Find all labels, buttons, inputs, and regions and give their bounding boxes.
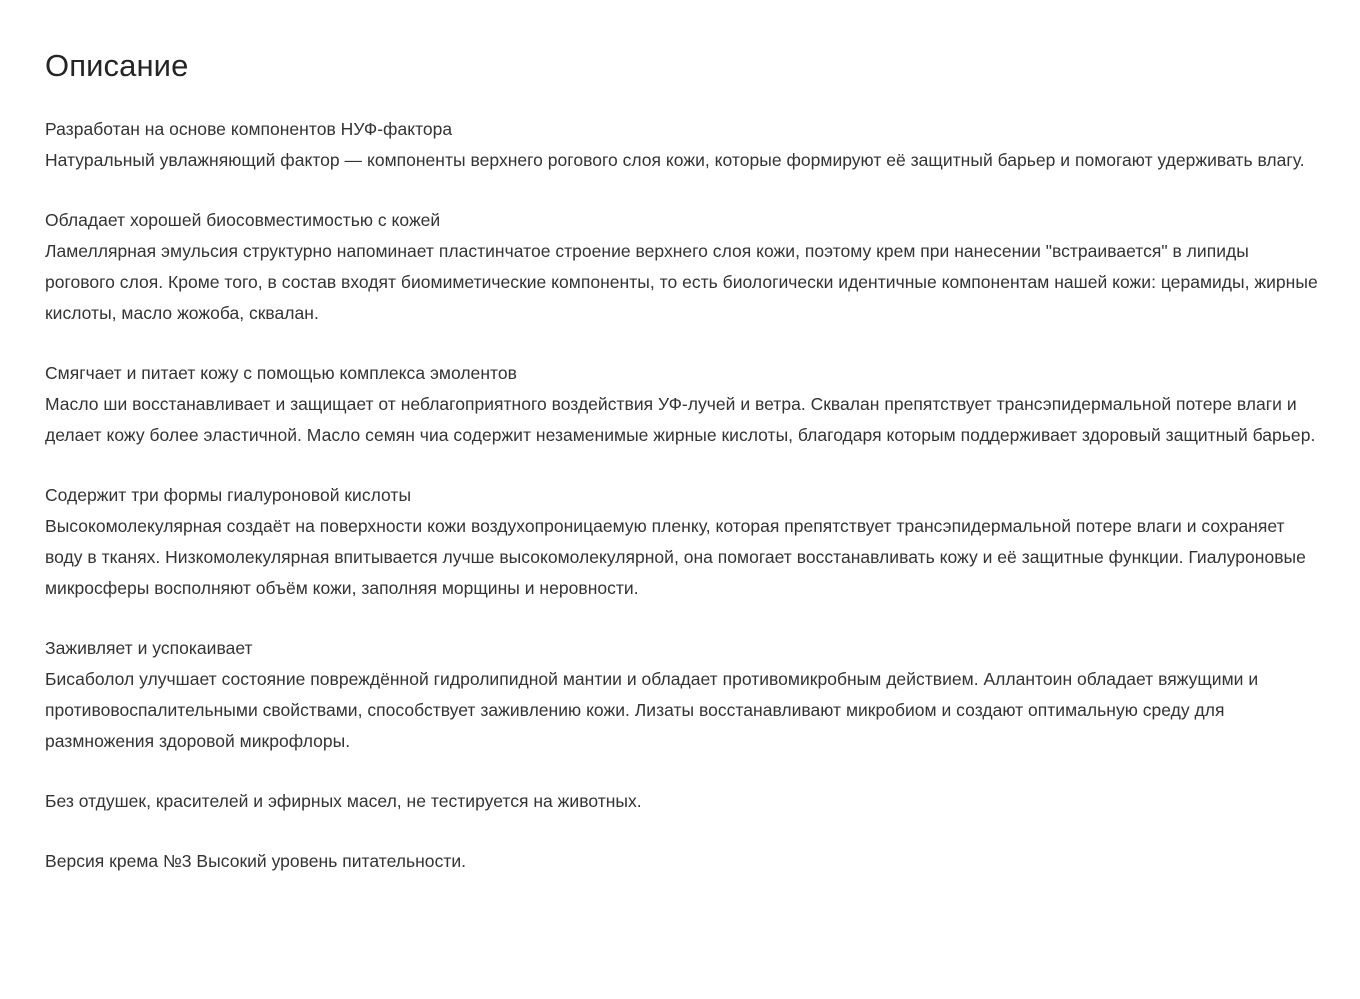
section-text: Бисаболол улучшает состояние повреждённой гидролипидной мантии и обладает противомикробным действием. Аллантоин обладает вяжущими и противовоспалительными свойствами, способствует заживлению кожи. Лизаты восстанавливают микробиом и создают оптимальную среду для размножения здоровой микрофлоры. <box>45 669 1259 751</box>
section-heading: Обладает хорошей биосовместимостью с кожей <box>45 210 441 230</box>
section-text: Высокомолекулярная создаёт на поверхности кожи воздухопроницаемую пленку, которая препятствует трансэпидермальной потере влаги и сохраняет воду в тканях. Низкомолекулярная впитывается лучше высокомолекулярной, она помогает восстанавливать кожу и её защитные функции. Гиалуроновые микросферы восполняют объём кожи, заполняя морщины и неровности. <box>45 516 1306 598</box>
product-claims-note: Без отдушек, красителей и эфирных масел, не тестируется на животных. <box>45 791 642 811</box>
description-section-1 <box>45 114 1320 176</box>
product-version-note: Версия крема №3 Высокий уровень питательности. <box>45 851 467 871</box>
section-heading: Содержит три формы гиалуроновой кислоты <box>45 485 412 505</box>
description-section-3 <box>45 358 1320 451</box>
section-heading: Разработан на основе компонентов НУФ-фактора <box>45 119 453 139</box>
description-section-5 <box>45 633 1320 757</box>
section-heading: Смягчает и питает кожу с помощью комплекса эмолентов <box>45 363 517 383</box>
section-text: Ламеллярная эмульсия структурно напоминает пластинчатое строение верхнего слоя кожи, поэтому крем при нанесении "встраивается" в липиды рогового слоя. Кроме того, в состав входят биомиметические компоненты, то есть биологически идентичные компонентам нашей кожи: церамиды, жирные кислоты, масло жожоба, сквалан. <box>45 241 1318 323</box>
section-heading: Заживляет и успокаивает <box>45 638 253 658</box>
section-text: Натуральный увлажняющий фактор — компоненты верхнего рогового слоя кожи, которые формируют её защитный барьер и помогают удерживать влагу. <box>45 150 1305 170</box>
page-title: Описание <box>45 48 189 83</box>
description-body <box>45 114 1320 877</box>
description-section-2 <box>45 205 1320 329</box>
description-section-4 <box>45 480 1320 604</box>
section-text: Масло ши восстанавливает и защищает от неблагоприятного воздействия УФ-лучей и ветра. Сквалан препятствует трансэпидермальной потере влаги и делает кожу более эластичной. Масло семян чиа содержит незаменимые жирные кислоты, благодаря которым поддерживает здоровый защитный барьер. <box>45 394 1316 445</box>
